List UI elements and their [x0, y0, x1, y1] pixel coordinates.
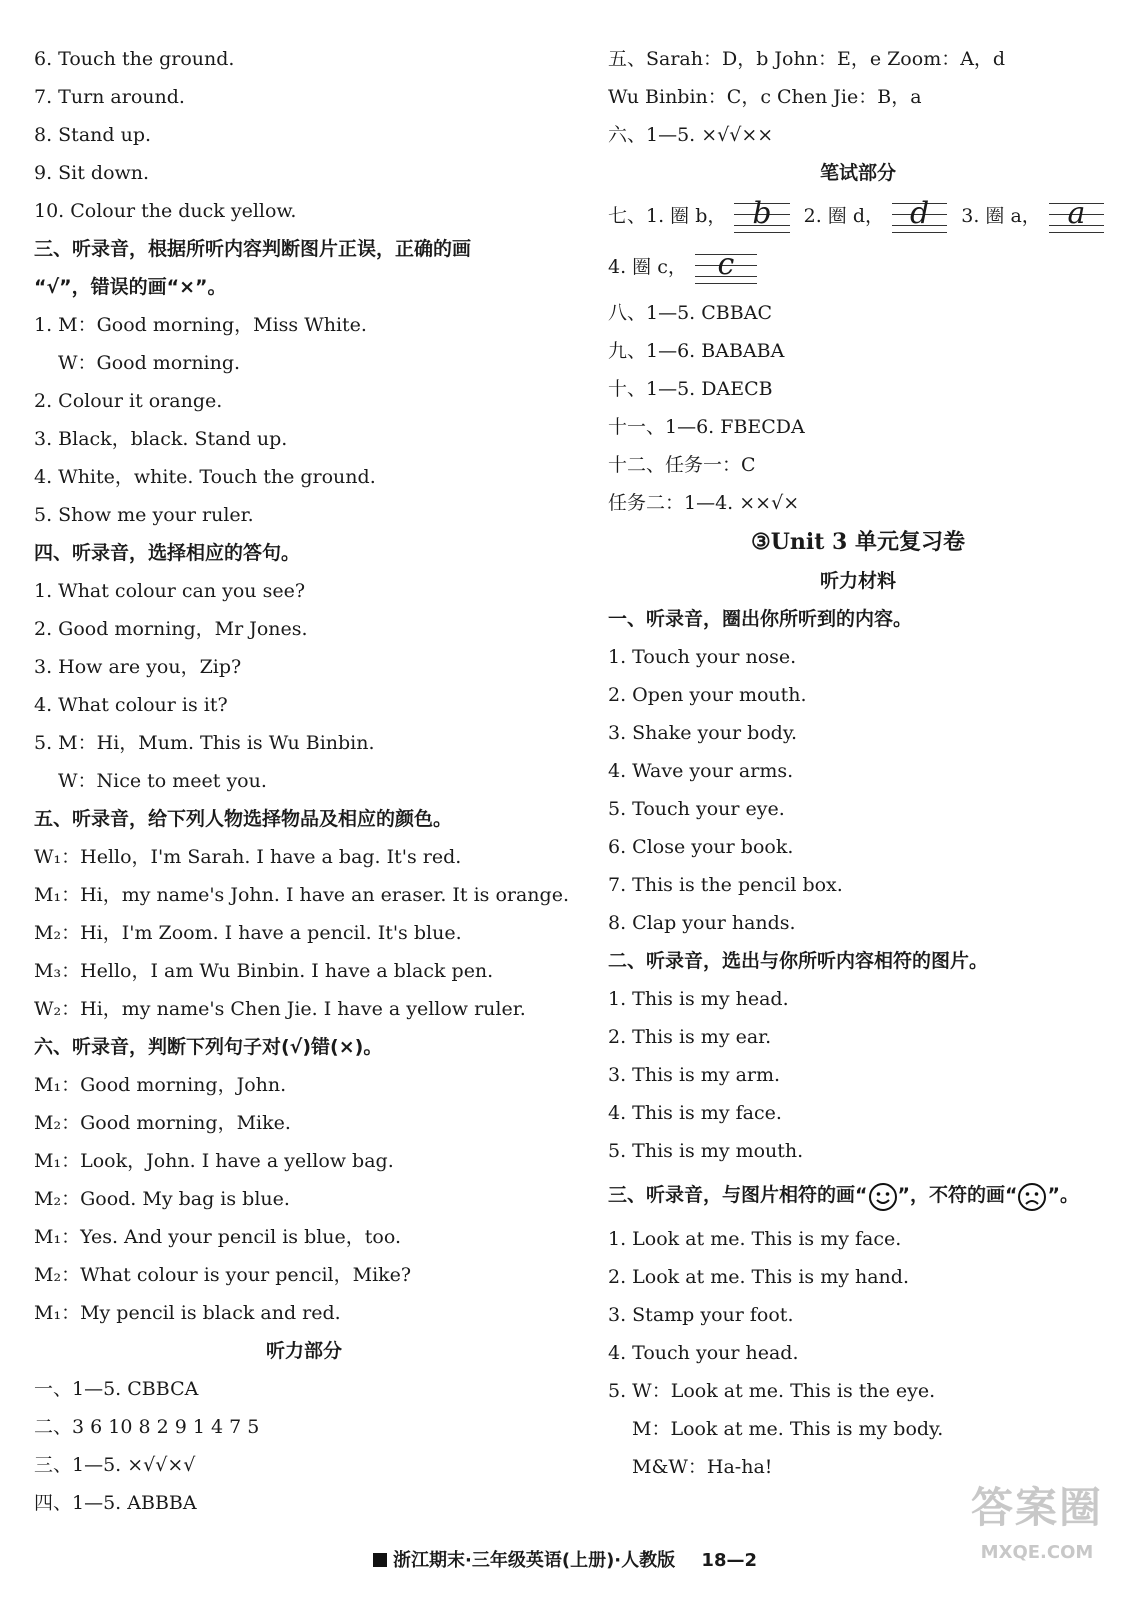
text-line: M：Look at me. This is my body. — [632, 1418, 944, 1440]
watermark — [962, 1478, 1112, 1588]
handwriting-box — [695, 247, 757, 284]
text-line: 2. This is my ear. — [608, 1026, 772, 1048]
text-line: 5. Touch your eye. — [608, 798, 785, 820]
text-line: W₂：Hi，my name's Chen Jie. I have a yellow ruler. — [34, 998, 526, 1020]
section-heading: 五、听录音，给下列人物选择物品及相应的颜色。 — [34, 808, 453, 830]
handwriting-label: 2. 圈 d， — [803, 205, 884, 227]
handwriting-answers — [608, 192, 1108, 240]
text-line: M₂：What colour is your pencil，Mike? — [34, 1264, 412, 1286]
handwriting-label: 3. 圈 a， — [961, 205, 1041, 227]
text-line: M₂：Good morning，Mike. — [34, 1112, 291, 1134]
handwriting-label: 1. 圈 b， — [646, 205, 727, 227]
handwriting-label: 4. 圈 c， — [608, 256, 687, 278]
section-heading: 六、听录音，判断下列句子对(√)错(×)。 — [34, 1036, 383, 1058]
section3-text-2: ”，不符的画“ — [897, 1184, 1018, 1206]
text-line: 5. W：Look at me. This is the eye. — [608, 1380, 936, 1402]
right-column — [608, 40, 1108, 1486]
answer-line: 五、Sarah：D，b John：E，e Zoom：A，d — [608, 48, 1006, 70]
answer-line: 任务二：1—4. ××√× — [608, 492, 800, 514]
text-line: M₃：Hello，I am Wu Binbin. I have a black pen. — [34, 960, 494, 982]
text-line: M₁：My pencil is black and red. — [34, 1302, 341, 1324]
left-column — [34, 40, 574, 1522]
answer-line: 六、1—5. ×√√×× — [608, 124, 774, 146]
text-line: 3. This is my arm. — [608, 1064, 781, 1086]
text-line: 2. Good morning，Mr Jones. — [34, 618, 308, 640]
text-line: 7. Turn around. — [34, 86, 185, 108]
text-line: 5. M：Hi，Mum. This is Wu Binbin. — [34, 732, 375, 754]
text-line: 4. Wave your arms. — [608, 760, 794, 782]
text-line: 2. Open your mouth. — [608, 684, 807, 706]
text-line: M₁：Look，John. I have a yellow bag. — [34, 1150, 394, 1172]
text-line: 5. This is my mouth. — [608, 1140, 804, 1162]
text-line: M₂：Hi，I'm Zoom. I have a pencil. It's blue. — [34, 922, 462, 944]
handwriting-box — [734, 196, 789, 233]
text-line: 10. Colour the duck yellow. — [34, 200, 297, 222]
text-line: 1. Look at me. This is my face. — [608, 1228, 902, 1250]
text-line: M₁：Yes. And your pencil is blue，too. — [34, 1226, 402, 1248]
text-line: 8. Clap your hands. — [608, 912, 796, 934]
page-footer — [0, 1546, 1130, 1572]
answer-line: 八、1—5. CBBAC — [608, 302, 772, 324]
text-line: 2. Colour it orange. — [34, 390, 223, 412]
answer-line: 二、3 6 10 8 2 9 1 4 7 5 — [34, 1416, 260, 1438]
handwritten-letter: c — [717, 247, 735, 282]
text-line: 1. This is my head. — [608, 988, 789, 1010]
text-line: 6. Touch the ground. — [34, 48, 235, 70]
handwritten-letter: a — [1067, 196, 1086, 231]
answer-line: Wu Binbin：C，c Chen Jie：B，a — [608, 86, 922, 108]
text-line: 9. Sit down. — [34, 162, 150, 184]
text-line: M₂：Good. My bag is blue. — [34, 1188, 290, 1210]
answer-line: 十二、任务一：C — [608, 454, 756, 476]
watermark-url: MXQE.COM — [980, 1542, 1094, 1563]
handwriting-answers — [608, 240, 1108, 294]
watermark-text: 答案圈 — [970, 1483, 1103, 1532]
text-line: 3. Shake your body. — [608, 722, 798, 744]
part-title: 听力材料 — [819, 570, 896, 592]
text-line: W：Nice to meet you. — [58, 770, 267, 792]
part-title: 听力部分 — [265, 1340, 342, 1362]
footer-title: 浙江期末·三年级英语(上册)·人教版 — [393, 1550, 676, 1571]
text-line: W₁：Hello，I'm Sarah. I have a bag. It's red. — [34, 846, 462, 868]
section-heading: 四、听录音，选择相应的答句。 — [34, 542, 301, 564]
answer-line: 九、1—6. BABABA — [608, 340, 785, 362]
footer-square-icon — [373, 1553, 387, 1567]
text-line: M₁：Good morning，John. — [34, 1074, 287, 1096]
section3-text-3: ”。 — [1047, 1184, 1079, 1206]
text-line: 2. Look at me. This is my hand. — [608, 1266, 909, 1288]
text-line: M₁：Hi，my name's John. I have an eraser. It is orange. — [34, 884, 569, 906]
handwriting-box — [1049, 196, 1104, 233]
section3-text-1: 三、听录音，与图片相符的画“ — [608, 1184, 868, 1206]
handwriting-box — [892, 196, 947, 233]
smiley-face-icon — [868, 1181, 898, 1211]
handwritten-letter: b — [752, 196, 772, 231]
handwritten-letter: d — [910, 196, 930, 231]
sad-face-icon — [1017, 1181, 1047, 1211]
text-line: 5. Show me your ruler. — [34, 504, 254, 526]
section-heading: “√”，错误的画“×”。 — [34, 276, 227, 298]
text-line: W：Good morning. — [58, 352, 241, 374]
text-line: 4. White，white. Touch the ground. — [34, 466, 376, 488]
page-number: 18—2 — [701, 1550, 757, 1571]
unit-title: ③Unit 3 单元复习卷 — [750, 529, 966, 555]
text-line: 8. Stand up. — [34, 124, 152, 146]
section-heading: 一、听录音，圈出你所听到的内容。 — [608, 608, 913, 630]
text-line: 3. Stamp your foot. — [608, 1304, 794, 1326]
section-heading: 二、听录音，选出与你所听内容相符的图片。 — [608, 950, 989, 972]
text-line: 4. Touch your head. — [608, 1342, 799, 1364]
answer-line: 四、1—5. ABBBA — [34, 1492, 197, 1514]
text-line: M&W：Ha-ha! — [632, 1456, 773, 1478]
answer-line: 十、1—5. DAECB — [608, 378, 773, 400]
text-line: 3. Black，black. Stand up. — [34, 428, 288, 450]
answer-line: 十一、1—6. FBECDA — [608, 416, 805, 438]
answer-line: 三、1—5. ×√√×√ — [34, 1454, 196, 1476]
text-line: 7. This is the pencil box. — [608, 874, 843, 896]
section-heading: 三、听录音，根据所听内容判断图片正误，正确的画 — [34, 238, 472, 260]
text-line: 6. Close your book. — [608, 836, 794, 858]
text-line: 4. This is my face. — [608, 1102, 782, 1124]
part-title: 笔试部分 — [819, 162, 896, 184]
section-heading — [608, 1170, 1108, 1220]
text-line: 3. How are you，Zip? — [34, 656, 242, 678]
text-line: 1. What colour can you see? — [34, 580, 306, 602]
text-line: 4. What colour is it? — [34, 694, 228, 716]
answer-line: 一、1—5. CBBCA — [34, 1378, 199, 1400]
text-line: 1. Touch your nose. — [608, 646, 797, 668]
section-label: 七、 — [608, 205, 647, 227]
text-line: 1. M：Good morning，Miss White. — [34, 314, 367, 336]
